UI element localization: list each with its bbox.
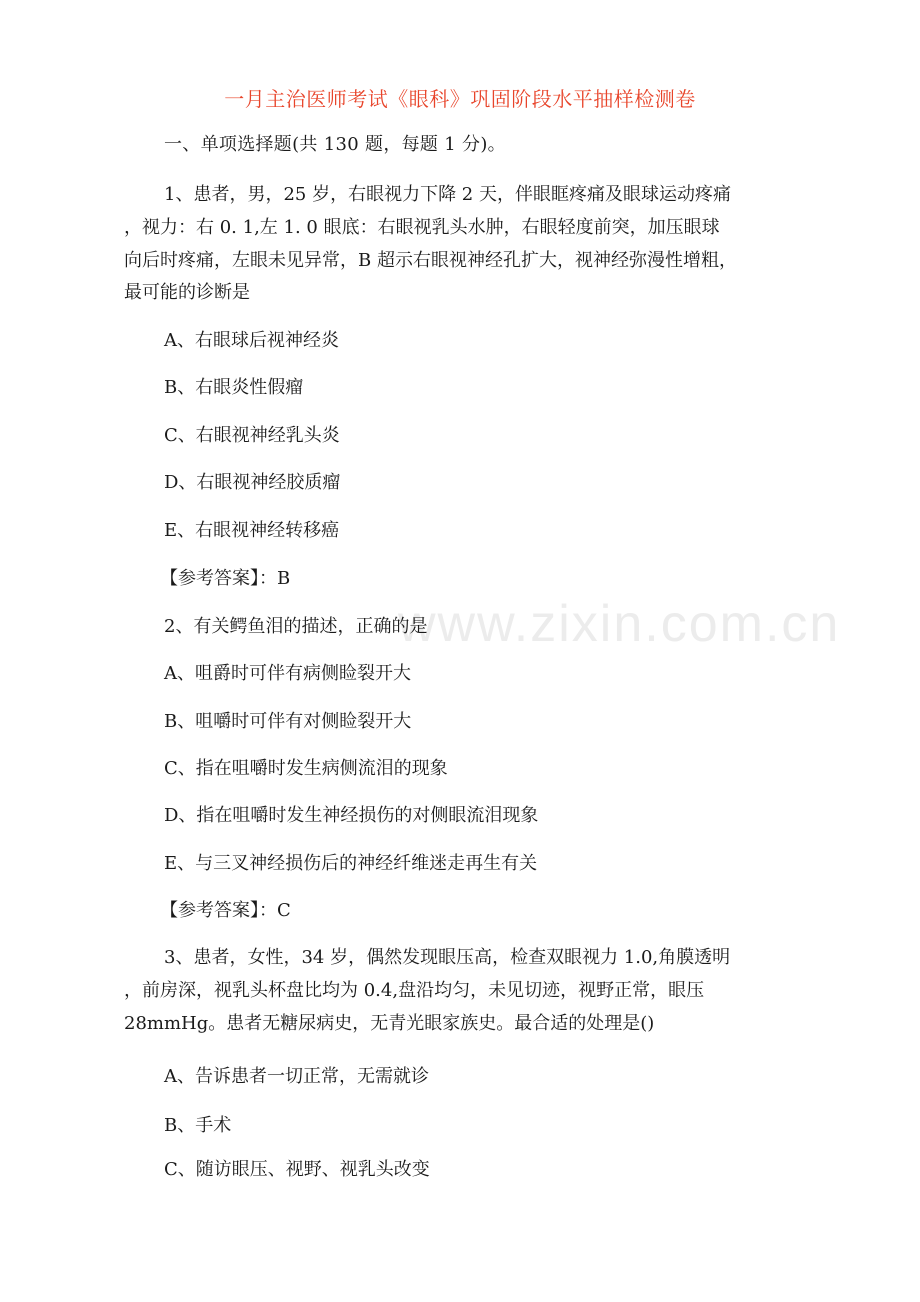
question-3-stem-line-3: 28mmHg。患者无糖尿病史，无青光眼家族史。最合适的处理是() [124, 1013, 655, 1034]
question-1-stem-line-2: ，视力：右 0. 1,左 1. 0 眼底：右眼视乳头水肿，右眼轻度前突，加压眼球 [124, 217, 720, 238]
question-3-stem-line-2: ，前房深，视乳头杯盘比均为 0.4,盘沿均匀，未见切迹，视野正常，眼压 [124, 980, 705, 1001]
question-2-answer: 【参考答案】：C [160, 900, 291, 921]
question-2-option-b: B、咀嚼时可伴有对侧睑裂开大 [164, 711, 412, 732]
document-title: 一月主治医师考试《眼科》巩固阶段水平抽样检测卷 [224, 87, 696, 111]
question-1-stem-line-1: 1、患者，男，25 岁，右眼视力下降 2 天，伴眼眶疼痛及眼球运动疼痛 [164, 184, 731, 205]
question-1-option-c: C、右眼视神经乳头炎 [164, 425, 340, 446]
section-heading: 一、单项选择题(共 130 题，每题 1 分)。 [164, 134, 506, 155]
question-1-option-e: E、右眼视神经转移癌 [164, 520, 340, 541]
question-2-option-e: E、与三叉神经损伤后的神经纤维迷走再生有关 [164, 853, 538, 874]
question-2-option-c: C、指在咀嚼时发生病侧流泪的现象 [164, 758, 448, 779]
question-3-option-a: A、告诉患者一切正常，无需就诊 [164, 1066, 429, 1087]
question-1-option-d: D、右眼视神经胶质瘤 [164, 472, 341, 493]
question-3-option-b: B、手术 [164, 1115, 232, 1136]
question-1-stem-line-4: 最可能的诊断是 [124, 282, 250, 303]
question-1-stem-line-3: 向后时疼痛，左眼未见异常，B 超示右眼视神经孔扩大，视神经弥漫性增粗， [124, 250, 737, 271]
question-1-answer: 【参考答案】：B [160, 568, 291, 589]
question-2-option-a: A、咀爵时可伴有病侧睑裂开大 [164, 663, 411, 684]
question-1-option-b: B、右眼炎性假瘤 [164, 377, 304, 398]
question-2-option-d: D、指在咀嚼时发生神经损伤的对侧眼流泪现象 [164, 805, 539, 826]
watermark: www.zixin.com.cn [398, 595, 841, 653]
question-1-option-a: A、右眼球后视神经炎 [164, 330, 339, 351]
question-3-option-c: C、随访眼压、视野、视乳头改变 [164, 1159, 430, 1180]
question-3-stem-line-1: 3、患者，女性，34 岁，偶然发现眼压高，检查双眼视力 1.0,角膜透明 [164, 947, 731, 968]
question-2-stem-line-1: 2、有关鳄鱼泪的描述，正确的是 [164, 616, 428, 637]
